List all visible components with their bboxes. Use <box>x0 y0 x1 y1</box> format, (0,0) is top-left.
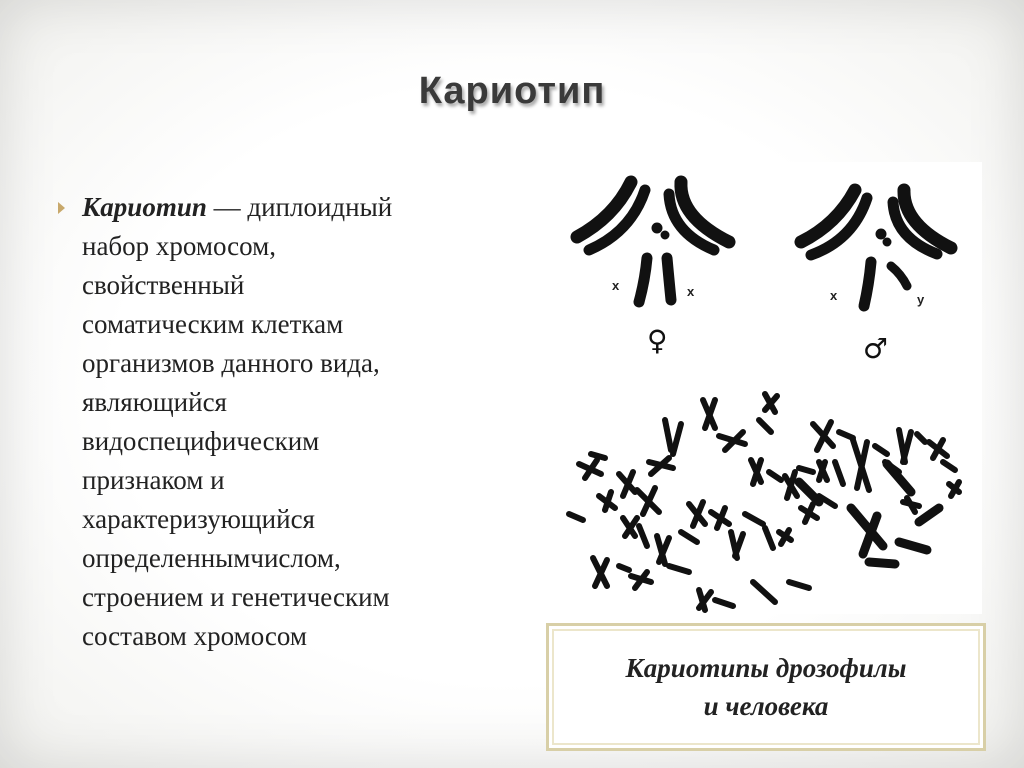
male-y-label: y <box>917 292 925 307</box>
female-symbol-icon: ♀ <box>647 324 668 357</box>
definition-line-11: строением и генетическим <box>82 582 390 612</box>
caption-line-1: Кариотипы дрозофилы <box>625 653 907 683</box>
karyotype-figure <box>519 162 982 614</box>
definition-term: Кариотип <box>82 192 207 222</box>
definition-line-5: организмов данного вида, <box>82 348 380 378</box>
drosophila-male-karyotype <box>801 190 951 306</box>
definition-line-1: — диплоидный <box>206 192 393 222</box>
definition-line-3: свойственный <box>82 270 245 300</box>
definition-line-6: являющийся <box>82 387 227 417</box>
figure-caption <box>626 649 907 725</box>
definition-line-12: составом хромосом <box>82 621 307 651</box>
female-x-label-left: x <box>612 278 620 293</box>
page-title: Кариотип <box>418 70 606 112</box>
figure-caption-box <box>546 623 986 751</box>
definition-line-8: признаком и <box>82 465 225 495</box>
definition-line-7: видоспецифическим <box>82 426 320 456</box>
definition-bullet <box>58 188 498 656</box>
definition-line-10: определеннымчислом, <box>82 543 341 573</box>
definition-text <box>82 188 498 656</box>
bullet-arrow-icon <box>58 202 65 214</box>
caption-line-2: и человека <box>703 691 829 721</box>
definition-line-4: соматическим клеткам <box>82 309 344 339</box>
human-chromosome-spread <box>569 394 959 610</box>
definition-line-2: набор хромосом, <box>82 231 276 261</box>
definition-line-9: характеризующийся <box>82 504 315 534</box>
drosophila-female-karyotype <box>577 182 729 302</box>
male-symbol-icon: ♂ <box>863 332 889 365</box>
male-x-label: x <box>830 288 838 303</box>
karyotype-illustration <box>519 162 982 614</box>
female-x-label-right: x <box>687 284 695 299</box>
